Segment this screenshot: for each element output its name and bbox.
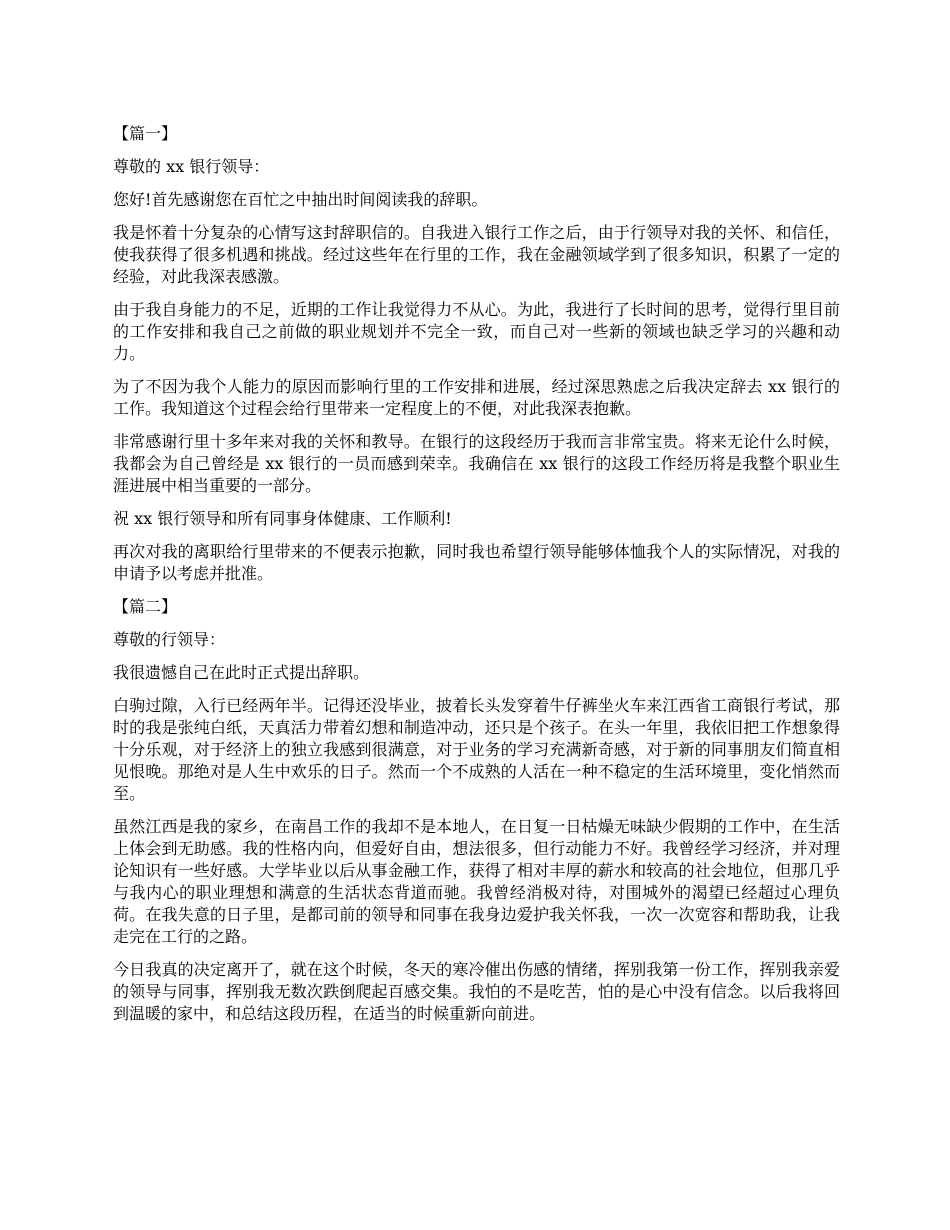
body-paragraph: 白驹过隙，入行已经两年半。记得还没毕业，披着长头发穿着牛仔裤坐火车来江西省工商银行考试，那时的我是张纯白纸，天真活力带着幻想和制造冲动，还只是个孩子。在头一年里，我依旧把工作想象得十分乐观，对于经济上的独立我感到很满意，对于业务的学习充满新奇感，对于新的同事朋友们简直相见恨晚。那绝对是人生中欢乐的日子。然而一个不成熟的人活在一种不稳定的生活环境里，变化悄然而至。 (113, 696, 840, 803)
body-paragraph: 今日我真的决定离开了，就在这个时候，冬天的寒冷催出伤感的情绪，挥别我第一份工作，挥别我亲爱的领导与同事，挥别我无数次跌倒爬起百感交集。我怕的不是吃苦，怕的是心中没有信念。以后我将回到温暖的家中，和总结这段历程，在适当的时候重新向前进。 (113, 960, 840, 1023)
body-paragraph: 我是怀着十分复杂的心情写这封辞职信的。自我进入银行工作之后，由于行领导对我的关怀、和信任，使我获得了很多机遇和挑战。经过这些年在行里的工作，我在金融领域学到了很多知识，积累了一定的经验，对此我深表感激。 (113, 223, 840, 286)
closing-paragraph: 再次对我的离职给行里带来的不便表示抱歉，同时我也希望行领导能够体恤我个人的实际情况，对我的申请予以考虑并批准。 (113, 542, 840, 583)
greeting-paragraph: 您好!首先感谢您在百忙之中抽出时间阅读我的辞职。 (113, 190, 488, 209)
body-paragraph: 为了不因为我个人能力的原因而影响行里的工作安排和进展，经过深思熟虑之后我决定辞去 xx 银行的工作。我知道这个过程会给行里带来一定程度上的不便，对此我深表抱歉。 (113, 377, 840, 418)
document-body (113, 123, 840, 1036)
body-paragraph: 非常感谢行里十多年来对我的关怀和教导。在银行的这段经历于我而言非常宝贵。将来无论什么时候，我都会为自己曾经是 xx 银行的一员而感到荣幸。我确信在 xx 银行的这段工作经历将是我整个职业生涯进展中相当重要的一部分。 (113, 432, 840, 495)
section-heading-2: 【篇二】 (113, 597, 178, 616)
wishes-paragraph: 祝 xx 银行领导和所有同事身体健康、工作顺利! (113, 509, 452, 528)
salutation-1: 尊敬的 xx 银行领导： (113, 157, 270, 176)
body-paragraph: 虽然江西是我的家乡，在南昌工作的我却不是本地人，在日复一日枯燥无味缺少假期的工作中，在生活上体会到无助感。我的性格内向，但爱好自由，想法很多，但行动能力不好。我曾经学习经济，并对理论知识有一些好感。大学毕业以后从事金融工作，获得了相对丰厚的薪水和较高的社会地位，但那几乎与我内心的职业理想和满意的生活状态背道而驰。我曾经消极对待，对围城外的渴望已经超过心理负荷。在我失意的日子里，是都司前的领导和同事在我身边爱护我关怀我，一次一次宽容和帮助我，让我走完在工行的之路。 (113, 817, 840, 946)
body-paragraph: 由于我自身能力的不足，近期的工作让我觉得力不从心。为此，我进行了长时间的思考，觉得行里目前的工作安排和我自己之前做的职业规划并不完全一致，而自己对一些新的领域也缺乏学习的兴趣和动力。 (113, 300, 840, 363)
opening-paragraph: 我很遗憾自己在此时正式提出辞职。 (113, 663, 370, 682)
section-heading-1: 【篇一】 (113, 124, 178, 143)
salutation-2: 尊敬的行领导： (113, 630, 226, 649)
